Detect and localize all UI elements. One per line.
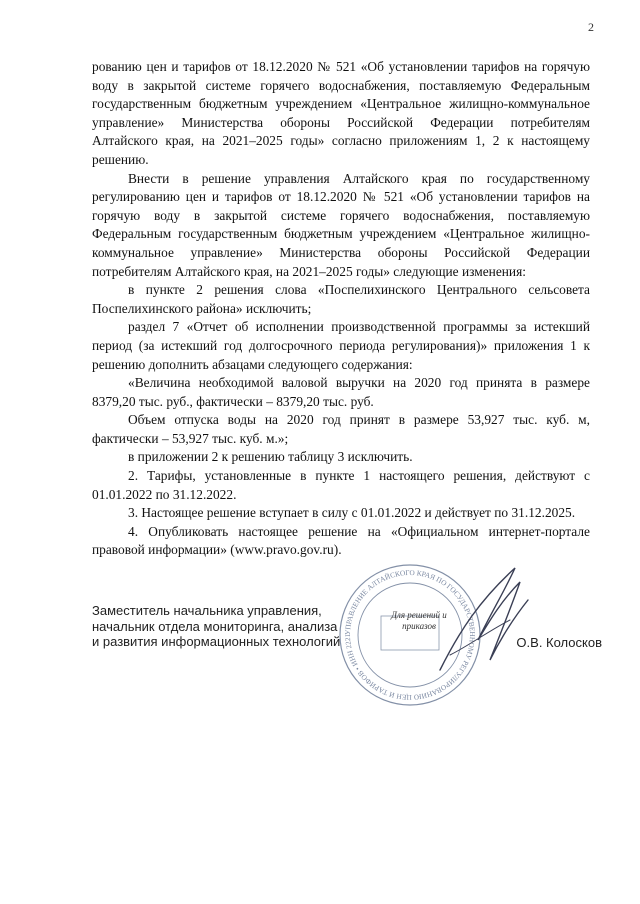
paragraph: Объем отпуска воды на 2020 год принят в размере 53,927 тыс. куб. м, фактически – 53,927 тыс. куб. м.»; — [92, 412, 590, 446]
paragraph: рованию цен и тарифов от 18.12.2020 № 521 «Об установлении тарифов на горячую воду в закрытой системе горячего водоснабжения, поставляемую Федеральным государственным бюджетным учреждением «Центральное жилищно-коммунальное управление» Министерства обороны Российской Федерации потребителям Алтайского края, на 2021–2025 годы» согласно приложениям 1, 2 к настоящему решению. — [92, 59, 590, 167]
paragraph: 2. Тарифы, установленные в пункте 1 настоящего решения, действуют с 01.01.2022 по 31.12.2022. — [92, 468, 590, 502]
stamp-inner-text: Для решений и приказов — [391, 610, 447, 631]
body-text — [92, 58, 590, 560]
paragraph: 3. Настоящее решение вступает в силу с 01.01.2022 и действует по 31.12.2025. — [128, 505, 576, 521]
page-number: 2 — [588, 20, 594, 34]
paragraph: в приложении 2 к решению таблицу 3 исключить. — [128, 449, 413, 465]
signature-block — [92, 603, 602, 683]
signer-title — [92, 603, 352, 650]
signer-title-line: Заместитель начальника управления, — [92, 603, 322, 618]
paragraph: 4. Опубликовать настоящее решение на «Официальном интернет-портале правовой информации» (www.pravo.gov.ru). — [92, 523, 590, 558]
stamp-ring-text: УПРАВЛЕНИЕ АЛТАЙСКОГО КРАЯ ПО ГОСУДАРСТВЕННОМУ РЕГУЛИРОВАНИЮ ЦЕН И ТАРИФОВ • ИНН 2221 — [342, 567, 478, 703]
paragraph: Внести в решение управления Алтайского края по государственному регулированию цен и тарифов от 18.12.2020 № 521 «Об установлении тарифов на горячую воду в закрытой системе горячего водоснабжения, поставляемую Федеральным государственным бюджетным учреждением «Центральное жилищно-коммунальное управление» Министерства обороны Российской Федерации потребителям Алтайского края, на 2021–2025 годы» следующие изменения: — [92, 170, 590, 279]
paragraph: «Величина необходимой валовой выручки на 2020 год принята в размере 8379,20 тыс. руб., фактически – 8379,20 тыс. руб. — [92, 375, 590, 409]
signer-title-line: начальник отдела мониторинга, анализа — [92, 618, 338, 634]
signer-name: О.В. Колосков — [516, 635, 602, 650]
paragraph: раздел 7 «Отчет об исполнении производственной программы за истекший период (за истекший год долгосрочного периода регулирования)» приложения 1 к решению дополнить абзацами следующего содержания: — [92, 319, 590, 372]
signer-title-line: и развития информационных технологий — [92, 634, 341, 649]
paragraph: в пункте 2 решения слова «Поспелихинского Центрального сельсовета Поспелихинского района» исключить; — [92, 282, 590, 316]
